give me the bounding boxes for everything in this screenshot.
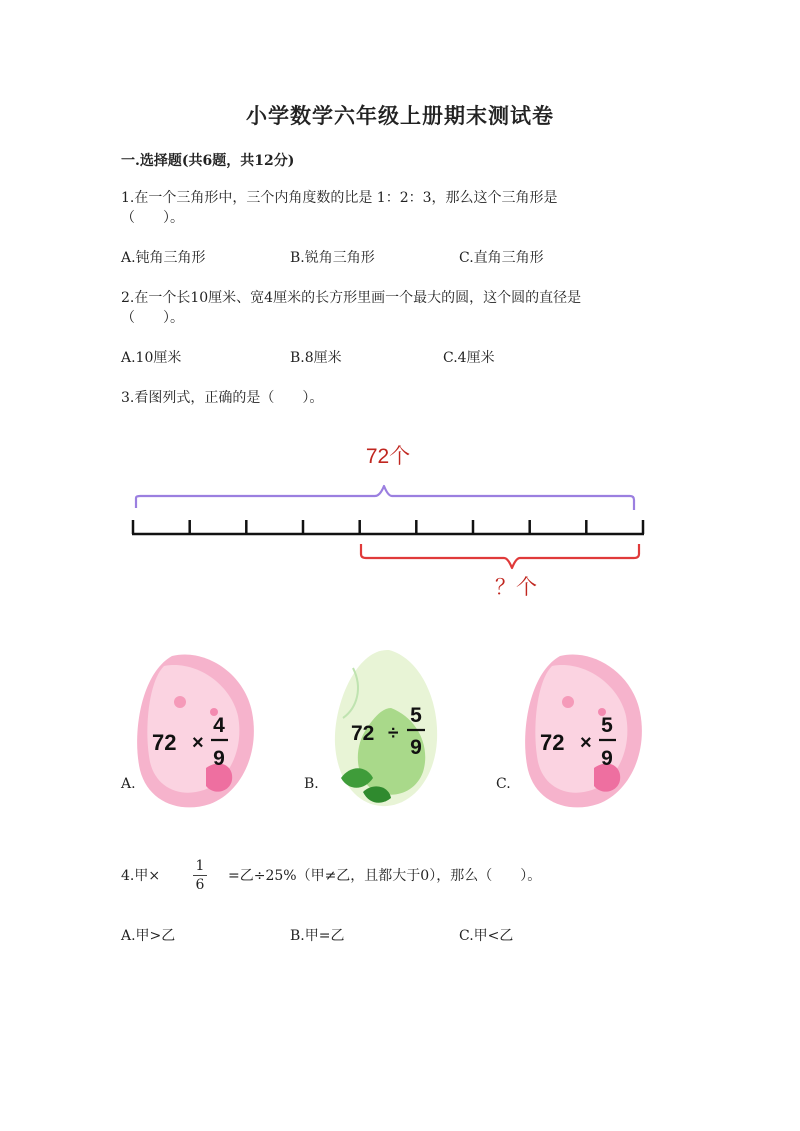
tick-marks bbox=[133, 520, 643, 534]
part-label: ？个 bbox=[495, 576, 537, 599]
total-label: 72个 bbox=[365, 445, 411, 468]
q4-frac-numerator: 1 bbox=[195, 858, 205, 874]
q3-option-b-card[interactable] bbox=[333, 648, 441, 808]
part-brace bbox=[361, 544, 639, 568]
option-a-denominator: 9 bbox=[213, 747, 225, 770]
q2-text-line1: 2.在一个长10厘米、宽4厘米的长方形里画一个最大的圆，这个圆的直径是 bbox=[121, 290, 582, 306]
option-c-operator: × bbox=[580, 732, 592, 754]
q2-option-c[interactable]: C.4厘米 bbox=[443, 350, 495, 366]
option-b-whole: 72 bbox=[351, 722, 375, 745]
segment-diagram bbox=[120, 430, 660, 610]
q1-option-c[interactable]: C.直角三角形 bbox=[459, 250, 544, 266]
q3-option-b-letter[interactable]: B. bbox=[304, 776, 319, 792]
option-a-numerator: 4 bbox=[213, 714, 225, 737]
q3-option-a-card[interactable] bbox=[134, 652, 258, 810]
option-c-whole: 72 bbox=[540, 730, 565, 755]
option-a-operator: × bbox=[192, 732, 204, 754]
q2-text-line2: （ ）。 bbox=[121, 310, 184, 326]
q1-option-b[interactable]: B.锐角三角形 bbox=[290, 250, 375, 266]
option-b-denominator: 9 bbox=[410, 736, 422, 759]
q4-option-a[interactable]: A.甲>乙 bbox=[121, 928, 176, 944]
option-c-denominator: 9 bbox=[601, 747, 613, 770]
q1-text-line2: （ ）。 bbox=[121, 210, 184, 226]
q1-text-line1: 1.在一个三角形中，三个内角度数的比是 1：2：3，那么这个三角形是 bbox=[121, 190, 558, 206]
q3-text: 3.看图列式，正确的是（ ）。 bbox=[121, 390, 324, 406]
q4-prefix: 4.甲× bbox=[121, 868, 161, 884]
option-b-numerator: 5 bbox=[410, 704, 422, 727]
q4-option-b[interactable]: B.甲=乙 bbox=[290, 928, 345, 944]
option-b-operator: ÷ bbox=[388, 723, 399, 744]
q1-option-a[interactable]: A.钝角三角形 bbox=[121, 250, 206, 266]
q4-suffix: =乙÷25%（甲≠乙，且都大于0），那么（ ）。 bbox=[228, 868, 542, 884]
q4-fraction bbox=[190, 858, 210, 893]
section-heading: 一.选择题(共6题，共12分) bbox=[121, 153, 295, 169]
option-c-numerator: 5 bbox=[601, 714, 613, 737]
total-brace bbox=[136, 486, 634, 510]
q3-option-c-card[interactable] bbox=[522, 652, 646, 810]
page-title: 小学数学六年级上册期末测试卷 bbox=[246, 103, 554, 128]
q3-option-a-letter[interactable]: A. bbox=[121, 776, 136, 792]
q2-option-b[interactable]: B.8厘米 bbox=[290, 350, 342, 366]
q2-option-a[interactable]: A.10厘米 bbox=[121, 350, 182, 366]
q4-option-c[interactable]: C.甲<乙 bbox=[459, 928, 514, 944]
q3-option-c-letter[interactable]: C. bbox=[496, 776, 511, 792]
q4-frac-denominator: 6 bbox=[195, 877, 205, 893]
option-a-whole: 72 bbox=[152, 730, 177, 755]
